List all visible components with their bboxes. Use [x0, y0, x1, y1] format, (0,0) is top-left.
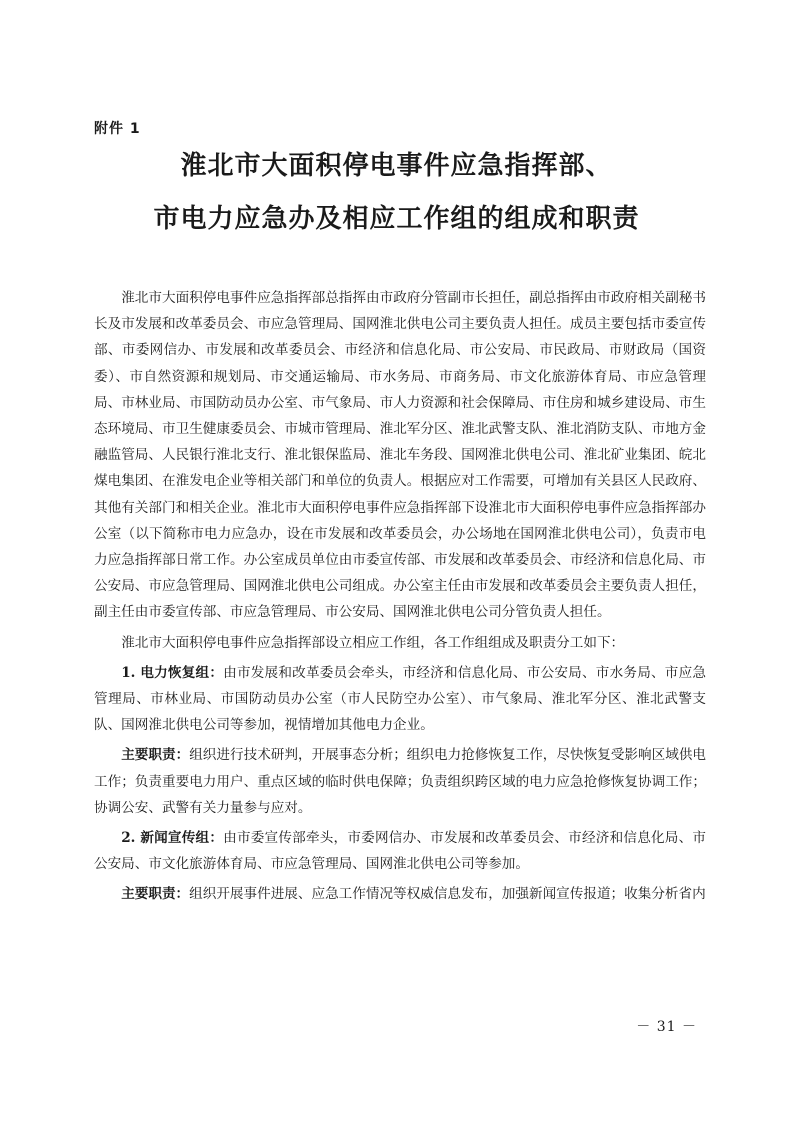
group-1-label: 1. 电力恢复组：: [121, 664, 224, 681]
document-title-line-1: 淮北市大面积停电事件应急指挥部、: [180, 151, 613, 181]
duty-1-label: 主要职责：: [121, 747, 190, 764]
duty-1-text: 组织进行技术研判，开展事态分析；组织电力抢修恢复工作，尽快恢复受影响区域供电工作；负责重要电力用户、重点区域的临时供电保障；负责组织跨区域的电力应急抢修恢复协调工作；协调公安、武警有关力量参与应对。: [94, 747, 707, 816]
document-title-line-2: 市电力应急办及相应工作组的组成和职责: [153, 204, 640, 234]
paragraph-duty-news-publicity: [94, 881, 706, 907]
paragraph-duty-power-restoration: [94, 742, 706, 821]
page-number: － 31 －: [636, 1019, 697, 1035]
paragraph-composition: 淮北市大面积停电事件应急指挥部总指挥由市政府分管副市长担任，副总指挥由市政府相关副秘书长及市发展和改革委员会、市应急管理局、国网淮北供电公司主要负责人担任。成员主要包括市委宣传部、市委网信办、市发展和改革委员会、市经济和信息化局、市公安局、市民政局、市财政局（国资委）、市自然资源和规划局、市交通运输局、市水务局、市商务局、市文化旅游体育局、市应急管理局、市林业局、市国防动员办公室、市气象局、市人力资源和社会保障局、市住房和城乡建设局、市生态环境局、市卫生健康委员会、市城市管理局、淮北军分区、淮北武警支队、淮北消防支队、市地方金融监管局、人民银行淮北支行、淮北银保监局、淮北车务段、国网淮北供电公司、淮北矿业集团、皖北煤电集团、在淮发电企业等相关部门和单位的负责人。根据应对工作需要，可增加有关县区人民政府、其他有关部门和相关企业。淮北市大面积停电事件应急指挥部下设淮北市大面积停电事件应急指挥部办公室（以下简称市电力应急办，设在市发展和改革委员会，办公场地在国网淮北供电公司），负责市电力应急指挥部日常工作。办公室成员单位由市委宣传部、市发展和改革委员会、市经济和信息化局、市公安局、市应急管理局、国网淮北供电公司组成。办公室主任由市发展和改革委员会主要负责人担任，副主任由市委宣传部、市应急管理局、市公安局、国网淮北供电公司分管负责人担任。: [94, 290, 706, 621]
group-2-label: 2. 新闻宣传组：: [121, 830, 224, 847]
attachment-label: 附件 1: [94, 121, 141, 137]
document-body: [94, 285, 706, 912]
group-2-text: 由市委宣传部牵头，市委网信办、市发展和改革委员会、市经济和信息化局、市公安局、市文化旅游体育局、市应急管理局、国网淮北供电公司等参加。: [94, 830, 706, 873]
paragraph-group-power-restoration: [94, 660, 706, 739]
paragraph-working-groups-intro: 淮北市大面积停电事件应急指挥部设立相应工作组，各工作组组成及职责分工如下：: [121, 634, 625, 651]
duty-2-label: 主要职责：: [121, 886, 190, 903]
duty-2-text: 组织开展事件进展、应急工作情况等权威信息发布，加强新闻宣传报道；收集分析省内: [189, 886, 706, 903]
group-1-text: 由市发展和改革委员会牵头，市经济和信息化局、市公安局、市水务局、市应急管理局、市林业局、市国防动员办公室（市人民防空办公室）、市气象局、淮北军分区、淮北武警支队、国网淮北供电公司等参加，视情增加其他电力企业。: [94, 664, 706, 734]
paragraph-group-news-publicity: [94, 825, 706, 877]
